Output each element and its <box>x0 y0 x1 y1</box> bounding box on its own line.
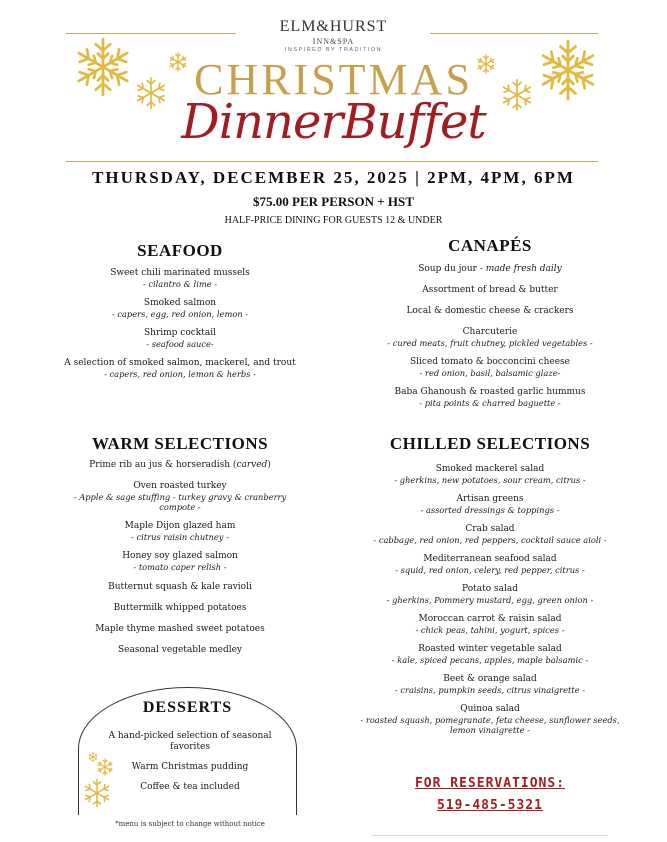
list-item <box>30 460 330 471</box>
list-item: A hand-picked selection of seasonal favorites <box>108 731 272 752</box>
reservations-phone-link[interactable]: 519-485-5321 <box>437 798 543 813</box>
list-item <box>30 358 330 379</box>
list-item <box>340 464 640 485</box>
list-item: Warm Christmas pudding <box>131 762 249 772</box>
item-name: Artisan greens <box>456 494 524 504</box>
item-desc: - chick peas, tahini, yogurt, spices - <box>415 625 565 635</box>
item-name: Sweet chili marinated mussels <box>110 268 250 278</box>
list-item <box>340 554 640 575</box>
item-desc: - capers, egg, red onion, lemon - <box>111 309 249 319</box>
item-desc: - red onion, basil, balsamic glaze- <box>419 368 561 378</box>
snowflake-icon <box>88 752 98 762</box>
list-item <box>340 644 640 665</box>
title-christmas: CHRISTMAS <box>194 55 473 104</box>
item-desc: - squid, red onion, celery, red pepper, citrus - <box>395 565 585 575</box>
half-price-note: HALF-PRICE DINING FOR GUESTS 12 & UNDER <box>224 215 443 226</box>
section-title-seafood: SEAFOOD <box>137 241 223 260</box>
item-name: Maple thyme mashed sweet potatoes <box>95 624 265 634</box>
list-item <box>30 551 330 572</box>
warm-list <box>30 460 330 665</box>
menu-change-note: *menu is subject to change without notice <box>115 820 265 828</box>
item-name: Quinoa salad <box>460 704 520 714</box>
item-name: Potato salad <box>462 584 518 594</box>
item-name: Honey soy glazed salmon <box>122 551 238 561</box>
item-desc: - Apple & sage stuffing - turkey gravy & cranberry compote - <box>73 492 287 512</box>
item-name: Mediterranean seafood salad <box>423 554 557 564</box>
bottom-rule <box>372 835 608 836</box>
list-item <box>340 674 640 695</box>
item-desc: - gherkins, Pommery mustard, egg, green onion - <box>386 595 594 605</box>
section-title-warm: WARM SELECTIONS <box>91 434 269 453</box>
item-name: Butternut squash & kale ravioli <box>108 582 252 592</box>
brand-sub: INN&SPA <box>312 37 355 46</box>
item-name: Maple Dijon glazed ham <box>124 521 236 531</box>
item-name: Baba Ghanoush & roasted garlic hummus <box>394 387 586 397</box>
list-item <box>340 614 640 635</box>
item-name: Seasonal vegetable medley <box>117 645 242 655</box>
item-desc: - cilantro & lime - <box>142 279 218 289</box>
list-item <box>30 645 330 656</box>
reservations <box>360 773 620 817</box>
event-price: $75.00 PER PERSON + HST <box>253 194 414 209</box>
item-desc: - cabbage, red onion, red peppers, cocktail sauce aioli - <box>373 535 607 545</box>
item-desc: - kale, spiced pecans, apples, maple balsamic - <box>391 655 589 665</box>
item-name: Moroccan carrot & raisin salad <box>418 614 562 624</box>
list-item <box>340 524 640 545</box>
list-item <box>30 624 330 635</box>
list-item <box>340 306 640 317</box>
item-desc: - pita points & charred baguette - <box>419 398 561 408</box>
item-name: A selection of smoked salmon, mackerel, and trout <box>64 358 296 368</box>
snowflake-icon <box>96 758 114 776</box>
brand-tagline: INSPIRED BY TRADITION <box>284 47 383 53</box>
item-name: Oven roasted turkey <box>133 481 227 491</box>
list-item <box>30 481 330 512</box>
item-desc: - assorted dressings & toppings - <box>420 505 560 515</box>
canapes-list <box>340 264 640 417</box>
list-item <box>340 264 640 275</box>
item-name: Local & domestic cheese & crackers <box>406 306 574 316</box>
item-name: Crab salad <box>465 524 515 534</box>
chilled-list <box>340 464 640 744</box>
list-item <box>340 494 640 515</box>
list-item <box>30 521 330 542</box>
item-name: Buttermilk whipped potatoes <box>113 603 247 613</box>
list-item: Coffee & tea included <box>140 782 240 792</box>
event-date: THURSDAY, DECEMBER 25, 2025 | 2PM, 4PM, 6PM <box>92 168 575 187</box>
item-name: Soup du jour - made fresh daily <box>418 264 562 274</box>
list-item <box>340 387 640 408</box>
list-item <box>30 268 330 289</box>
item-name: Beet & orange salad <box>443 674 537 684</box>
list-item <box>340 704 640 735</box>
brand-name: ELM&HURST <box>279 18 388 35</box>
list-item <box>340 327 640 348</box>
item-name: Smoked mackerel salad <box>435 464 545 474</box>
item-name: Sliced tomato & bocconcini cheese <box>410 357 570 367</box>
item-desc: - gherkins, new potatoes, sour cream, citrus - <box>394 475 586 485</box>
list-item <box>30 328 330 349</box>
desserts-list <box>100 731 280 802</box>
list-item <box>30 582 330 593</box>
snowflake-icon <box>82 778 112 808</box>
item-desc: - capers, red onion, lemon & herbs - <box>104 369 256 379</box>
section-title-desserts: DESSERTS <box>142 699 233 716</box>
item-desc: - seafood sauce- <box>146 339 214 349</box>
item-name: Roasted winter vegetable salad <box>418 644 562 654</box>
item-desc: - cured meats, fruit chutney, pickled vegetables - <box>387 338 593 348</box>
title-dinner-buffet: DinnerBuffet <box>181 94 486 150</box>
title-rule <box>66 161 598 162</box>
list-item <box>30 298 330 319</box>
section-title-chilled: CHILLED SELECTIONS <box>389 434 591 453</box>
item-name: Smoked salmon <box>143 298 217 308</box>
item-name: Prime rib au jus & horseradish (carved) <box>89 460 271 470</box>
item-desc: - craisins, pumpkin seeds, citrus vinaigrette - <box>394 685 586 695</box>
section-title-canapes: CANAPÉS <box>448 236 532 255</box>
item-desc: - tomato caper relish - <box>133 562 227 572</box>
list-item <box>30 603 330 614</box>
item-desc: - citrus raisin chutney - <box>131 532 229 542</box>
list-item <box>340 584 640 605</box>
item-name: Assortment of bread & butter <box>422 285 558 295</box>
item-name: Shrimp cocktail <box>144 328 216 338</box>
reservations-label: FOR RESERVATIONS: <box>414 776 566 791</box>
item-name: Charcuterie <box>462 327 518 337</box>
item-desc: - roasted squash, pomegranate, feta cheese, sunflower seeds, lemon vinaigrette - <box>360 715 620 735</box>
seafood-list <box>30 268 330 388</box>
list-item <box>340 285 640 296</box>
list-item <box>340 357 640 378</box>
